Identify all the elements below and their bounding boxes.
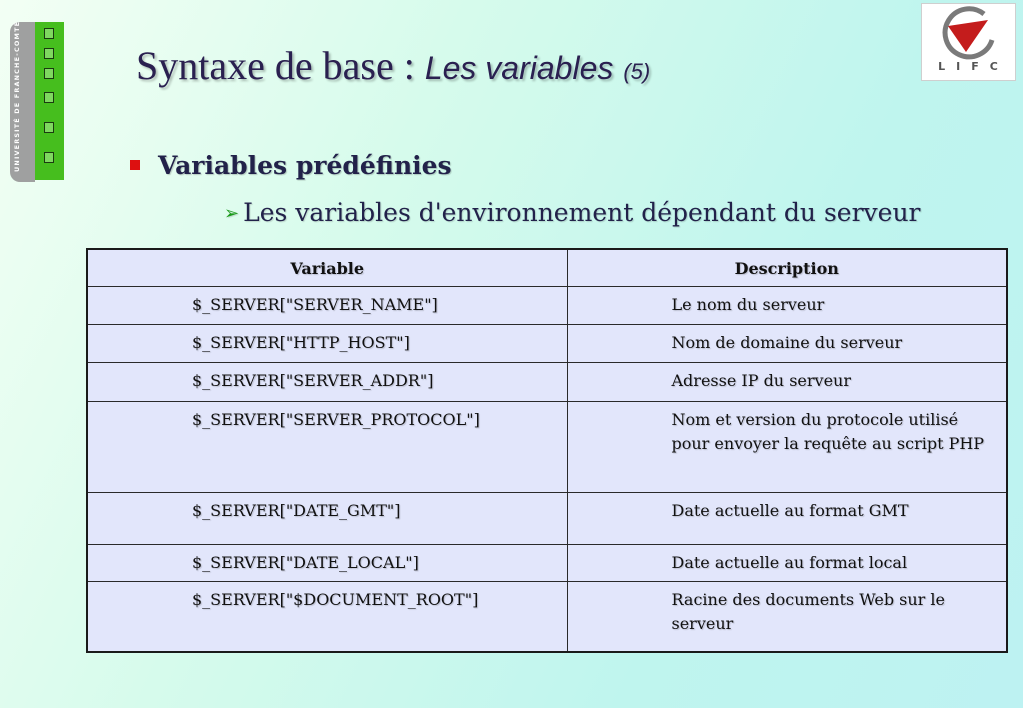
lifc-text: LIFC	[938, 60, 1009, 73]
bullet-level1-text: Variables prédéfinies	[158, 151, 452, 180]
description-cell: Racine des documents Web sur le serveur	[567, 582, 1007, 652]
university-logo	[10, 22, 64, 182]
slide-title	[136, 42, 650, 89]
title-main: Syntaxe de base :	[136, 43, 425, 88]
table-row	[87, 493, 1007, 545]
university-logo-band	[10, 22, 35, 182]
lifc-logo	[921, 3, 1016, 81]
glyph-icon	[44, 68, 54, 79]
description-cell: Date actuelle au format GMT	[567, 493, 1007, 545]
table-row	[87, 363, 1007, 402]
glyph-icon	[44, 122, 54, 133]
bullet-level2-text: Les variables d'environnement dépendant du serveur	[243, 198, 921, 227]
header-description: Description	[567, 249, 1007, 287]
table-header-row	[87, 249, 1007, 287]
description-cell: Nom de domaine du serveur	[567, 325, 1007, 363]
description-cell: Adresse IP du serveur	[567, 363, 1007, 402]
bullet-level1	[130, 151, 452, 180]
red-square-bullet-icon	[130, 160, 140, 170]
variable-cell: $_SERVER["SERVER_ADDR"]	[87, 363, 567, 402]
university-name: UNIVERSITÉ DE FRANCHE-COMTÉ	[13, 20, 21, 172]
green-arrow-bullet-icon: ➢	[224, 203, 240, 224]
bullet-level2	[224, 198, 921, 227]
glyph-icon	[44, 92, 54, 103]
variable-cell: $_SERVER["DATE_GMT"]	[87, 493, 567, 545]
table-row	[87, 402, 1007, 493]
variable-cell: $_SERVER["SERVER_PROTOCOL"]	[87, 402, 567, 493]
description-cell: Date actuelle au format local	[567, 545, 1007, 582]
table-row	[87, 545, 1007, 582]
variable-cell: $_SERVER["SERVER_NAME"]	[87, 287, 567, 325]
description-cell: Nom et version du protocole utilisé pour envoyer la requête au script PHP	[567, 402, 1007, 493]
table-row	[87, 582, 1007, 652]
title-italic: Les variables	[424, 50, 614, 86]
server-variables-table	[86, 248, 1008, 653]
title-number: (5)	[623, 59, 651, 84]
lifc-emblem-icon	[922, 4, 1015, 60]
header-variable: Variable	[87, 249, 567, 287]
glyph-icon	[44, 152, 54, 163]
university-logo-glyphs	[35, 22, 64, 180]
description-cell: Le nom du serveur	[567, 287, 1007, 325]
glyph-icon	[44, 48, 54, 59]
table-row	[87, 325, 1007, 363]
variable-cell: $_SERVER["DATE_LOCAL"]	[87, 545, 567, 582]
variable-cell: $_SERVER["$DOCUMENT_ROOT"]	[87, 582, 567, 652]
glyph-icon	[44, 28, 54, 39]
variable-cell: $_SERVER["HTTP_HOST"]	[87, 325, 567, 363]
table-row	[87, 287, 1007, 325]
